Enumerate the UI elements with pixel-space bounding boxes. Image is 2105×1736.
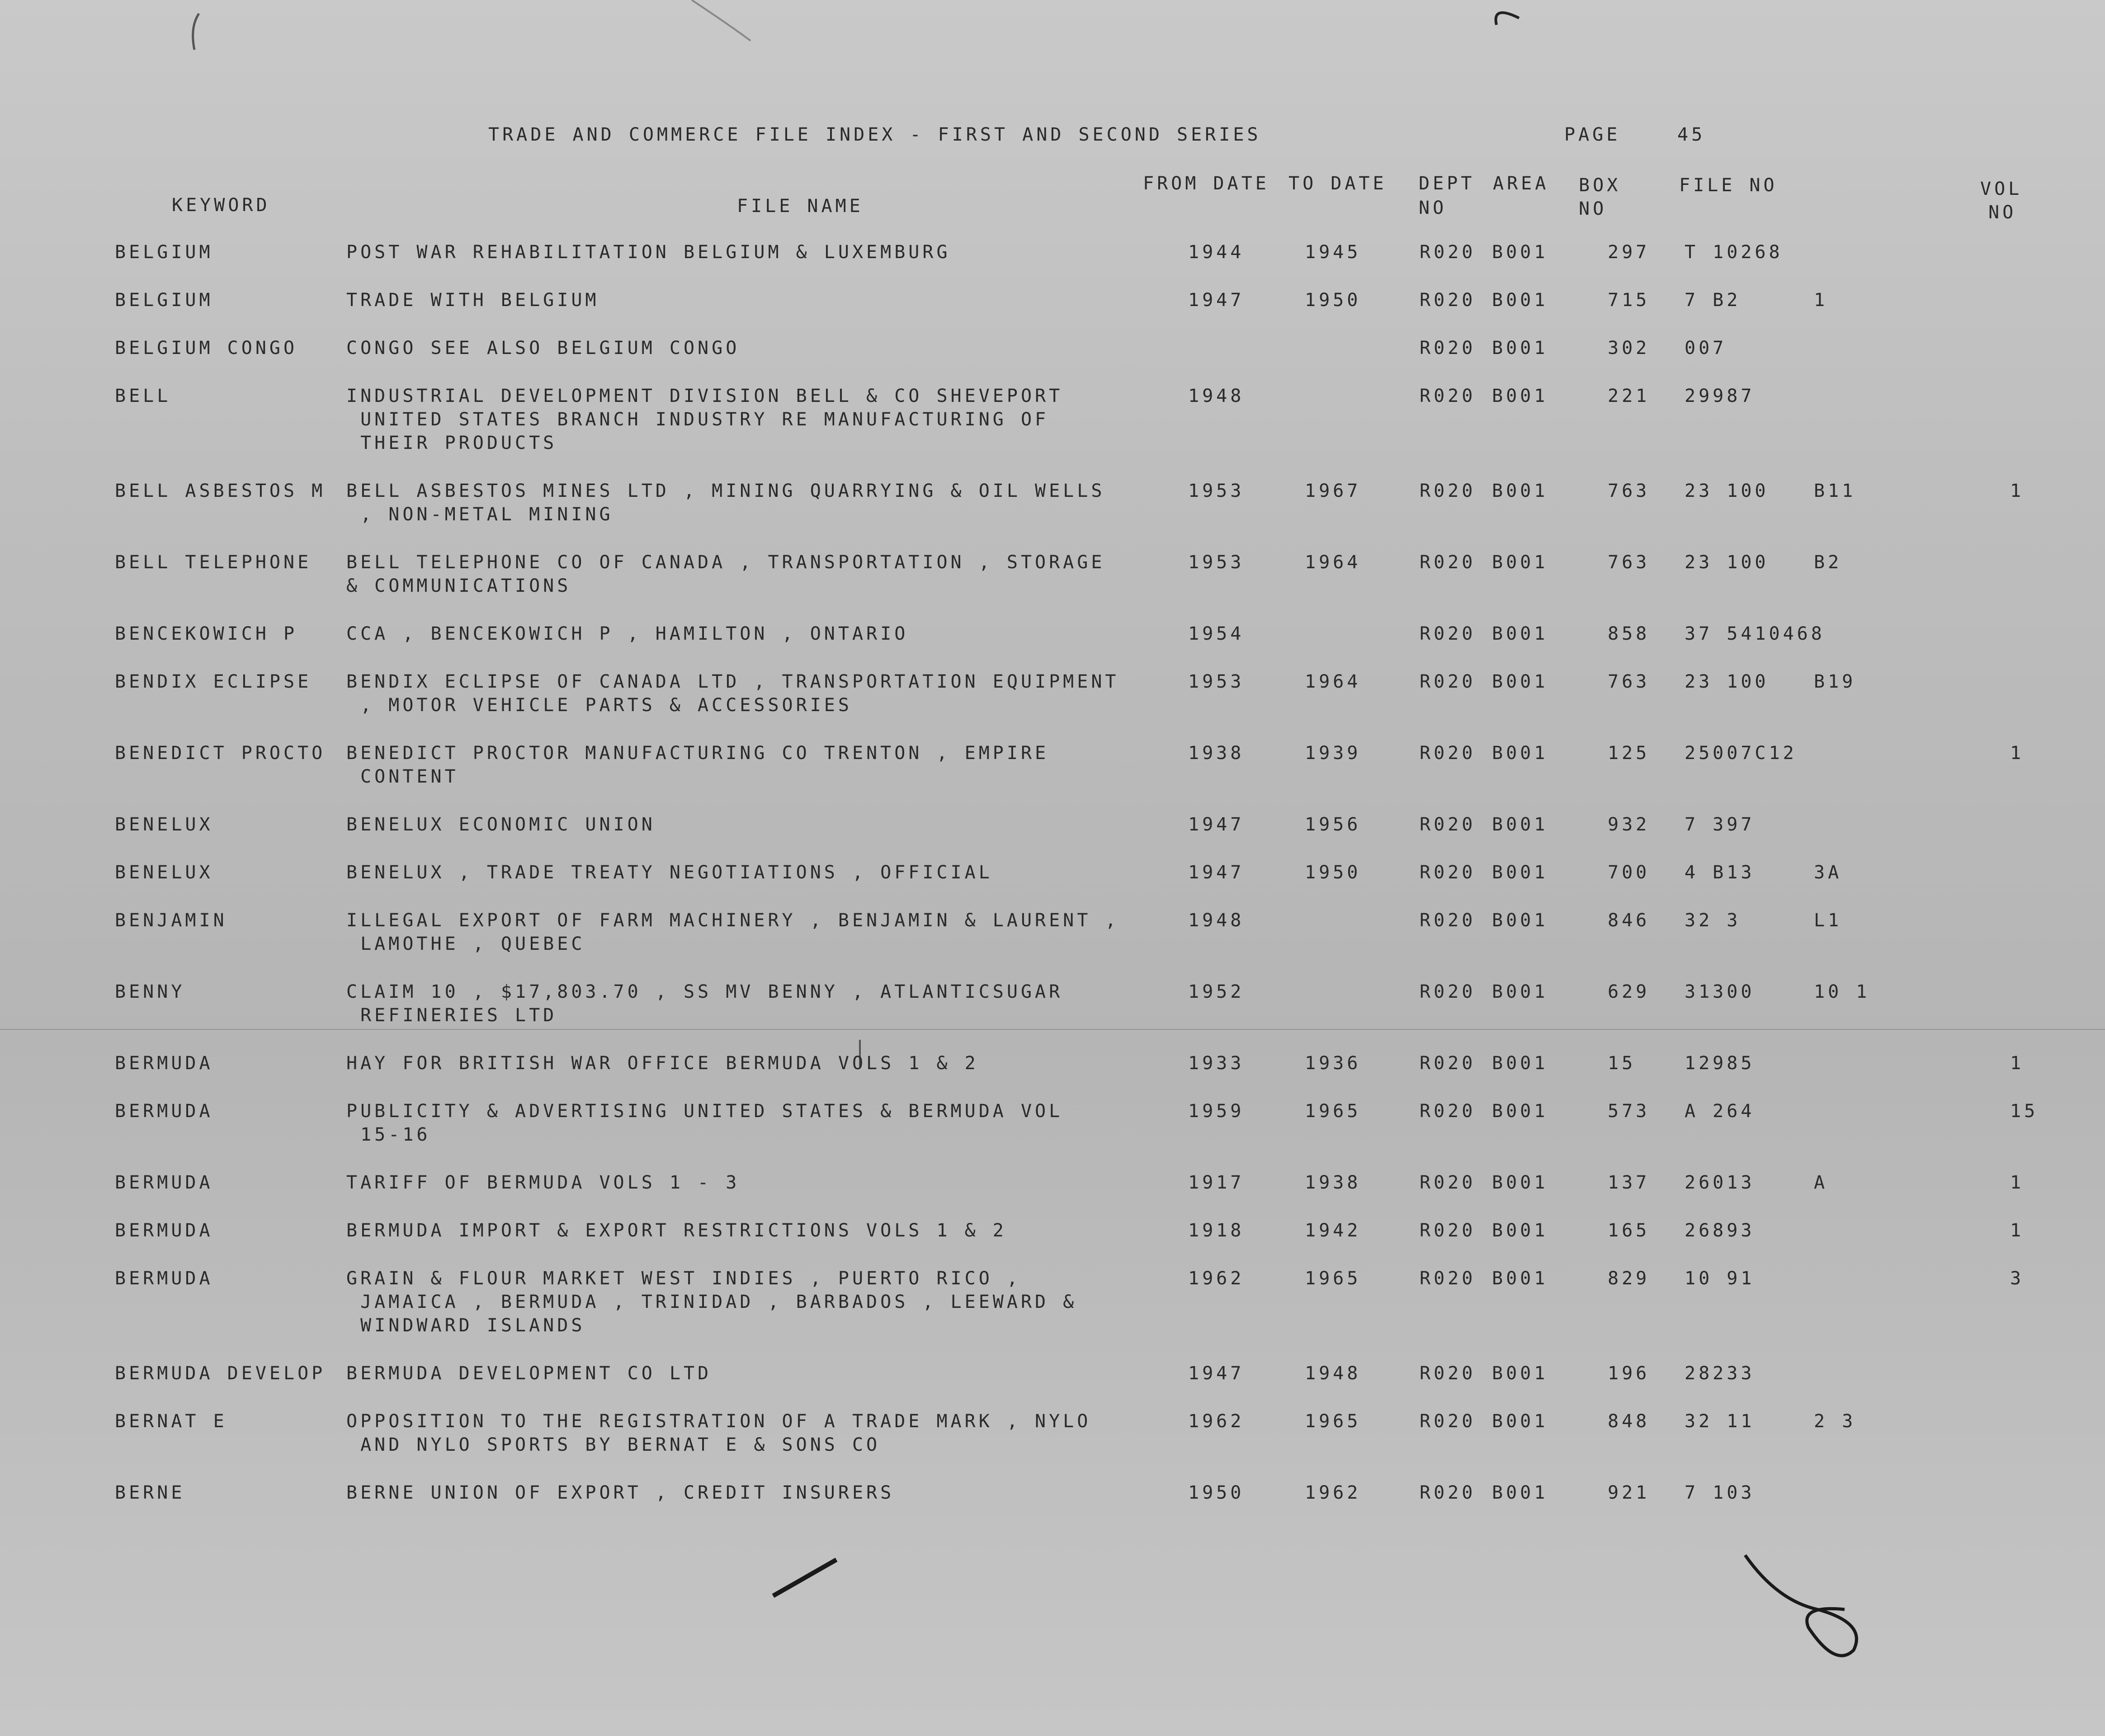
box-no-cell: 846 xyxy=(1608,910,1650,931)
file-name-cell: TARIFF OF BERMUDA VOLS 1 - 3 xyxy=(346,1172,740,1193)
file-no-cell: 26893 xyxy=(1685,1220,1755,1241)
file-name-cell: BERMUDA IMPORT & EXPORT RESTRICTIONS VOLS 1 & 2 xyxy=(346,1220,1007,1241)
box-no-cell: 829 xyxy=(1608,1268,1650,1289)
file-no-cell: 10 91 xyxy=(1685,1268,1755,1289)
column-area: AREA xyxy=(1493,173,1549,194)
keyword-cell: BENDIX ECLIPSE xyxy=(115,671,312,692)
file-no-cell: 7 397 xyxy=(1685,814,1755,835)
to-date-cell: 1964 xyxy=(1305,671,1361,692)
file-name-cell: CLAIM 10 , $17,803.70 , SS MV BENNY , ATLANTICSUGAR REFINERIES LTD xyxy=(346,981,1063,1026)
file-no-cell: 12985 xyxy=(1685,1053,1755,1074)
column-box-no-1: BOX xyxy=(1579,175,1621,196)
box-no-cell: 763 xyxy=(1608,481,1650,501)
file-no-cell: A 264 xyxy=(1685,1101,1755,1122)
file-no-cell: 25007C12 xyxy=(1685,743,1797,764)
from-date-cell: 1947 xyxy=(1188,290,1245,311)
file-no-cell: 32 3 xyxy=(1685,910,1741,931)
file-no-suffix-cell: 10 1 xyxy=(1814,981,1870,1002)
from-date-cell: 1947 xyxy=(1188,814,1245,835)
box-no-cell: 573 xyxy=(1608,1101,1650,1122)
file-no-suffix-cell: 2 3 xyxy=(1814,1411,1856,1432)
file-no-cell: 32 11 xyxy=(1685,1411,1755,1432)
dept-no-cell: R020 xyxy=(1420,671,1476,692)
keyword-cell: BELL ASBESTOS M xyxy=(115,481,326,501)
dept-no-cell: R020 xyxy=(1420,290,1476,311)
to-date-cell: 1950 xyxy=(1305,290,1361,311)
box-no-cell: 137 xyxy=(1608,1172,1650,1193)
keyword-cell: BELL TELEPHONE xyxy=(115,552,312,573)
from-date-cell: 1953 xyxy=(1188,481,1245,501)
area-cell: B001 xyxy=(1492,386,1548,406)
from-date-cell: 1948 xyxy=(1188,386,1245,406)
dept-no-cell: R020 xyxy=(1420,338,1476,359)
to-date-cell: 1950 xyxy=(1305,862,1361,883)
keyword-cell: BERMUDA xyxy=(115,1172,213,1193)
dept-no-cell: R020 xyxy=(1420,1172,1476,1193)
file-name-cell: OPPOSITION TO THE REGISTRATION OF A TRADE MARK , NYLO AND NYLO SPORTS BY BERNAT E & SONS CO xyxy=(346,1411,1091,1455)
dept-no-cell: R020 xyxy=(1420,1101,1476,1122)
from-date-cell: 1962 xyxy=(1188,1268,1245,1289)
file-no-cell: 31300 xyxy=(1685,981,1755,1002)
to-date-cell: 1948 xyxy=(1305,1363,1361,1384)
file-no-cell: 23 100 xyxy=(1685,671,1769,692)
keyword-cell: BENNY xyxy=(115,981,185,1002)
area-cell: B001 xyxy=(1492,862,1548,883)
dept-no-cell: R020 xyxy=(1420,1268,1476,1289)
vol-no-cell: 1 xyxy=(2010,1220,2025,1241)
file-no-cell: 007 xyxy=(1685,338,1727,359)
dept-no-cell: R020 xyxy=(1420,981,1476,1002)
vol-no-cell: 1 xyxy=(2010,743,2025,764)
from-date-cell: 1917 xyxy=(1188,1172,1245,1193)
file-name-cell: BENELUX ECONOMIC UNION xyxy=(346,814,656,835)
file-name-cell: BELL TELEPHONE CO OF CANADA , TRANSPORTATION , STORAGE & COMMUNICATIONS xyxy=(346,552,1105,596)
box-no-cell: 302 xyxy=(1608,338,1650,359)
file-no-suffix-cell: 3A xyxy=(1814,862,1842,883)
file-name-cell: GRAIN & FLOUR MARKET WEST INDIES , PUERTO RICO , JAMAICA , BERMUDA , TRINIDAD , BARBADOS , LEEWARD & WINDWARD ISLANDS xyxy=(346,1268,1077,1336)
to-date-cell: 1965 xyxy=(1305,1101,1361,1122)
vol-no-cell: 1 xyxy=(2010,481,2025,501)
file-name-cell: CCA , BENCEKOWICH P , HAMILTON , ONTARIO xyxy=(346,623,909,644)
area-cell: B001 xyxy=(1492,290,1548,311)
area-cell: B001 xyxy=(1492,814,1548,835)
to-date-cell: 1938 xyxy=(1305,1172,1361,1193)
keyword-cell: BERMUDA xyxy=(115,1053,213,1074)
column-from-date: FROM DATE xyxy=(1143,173,1270,194)
file-name-cell: HAY FOR BRITISH WAR OFFICE BERMUDA VOLS 1 & 2 xyxy=(346,1053,979,1074)
dept-no-cell: R020 xyxy=(1420,552,1476,573)
keyword-cell: BENCEKOWICH P xyxy=(115,623,298,644)
box-no-cell: 932 xyxy=(1608,814,1650,835)
area-cell: B001 xyxy=(1492,1363,1548,1384)
column-to-date: TO DATE xyxy=(1288,173,1387,194)
keyword-cell: BENELUX xyxy=(115,814,213,835)
box-no-cell: 125 xyxy=(1608,743,1650,764)
keyword-cell: BERMUDA DEVELOP xyxy=(115,1363,326,1384)
keyword-cell: BELL xyxy=(115,386,171,406)
from-date-cell: 1953 xyxy=(1188,552,1245,573)
box-no-cell: 629 xyxy=(1608,981,1650,1002)
keyword-cell: BERNAT E xyxy=(115,1411,227,1432)
page-number: 45 xyxy=(1677,124,1706,145)
dept-no-cell: R020 xyxy=(1420,1363,1476,1384)
file-no-cell: 7 B2 xyxy=(1685,290,1741,311)
to-date-cell: 1965 xyxy=(1305,1411,1361,1432)
from-date-cell: 1952 xyxy=(1188,981,1245,1002)
dept-no-cell: R020 xyxy=(1420,743,1476,764)
file-no-cell: 26013 xyxy=(1685,1172,1755,1193)
keyword-cell: BELGIUM xyxy=(115,290,213,311)
box-no-cell: 763 xyxy=(1608,671,1650,692)
to-date-cell: 1956 xyxy=(1305,814,1361,835)
dept-no-cell: R020 xyxy=(1420,862,1476,883)
column-file-name: FILE NAME xyxy=(737,196,864,217)
to-date-cell: 1962 xyxy=(1305,1482,1361,1503)
file-no-cell: 4 B13 xyxy=(1685,862,1755,883)
file-no-suffix-cell: B11 xyxy=(1814,481,1856,501)
box-no-cell: 297 xyxy=(1608,242,1650,263)
column-file-no: FILE NO xyxy=(1679,175,1778,196)
column-vol-no-2: NO xyxy=(1988,202,2017,223)
from-date-cell: 1953 xyxy=(1188,671,1245,692)
file-name-cell: CONGO SEE ALSO BELGIUM CONGO xyxy=(346,338,740,359)
column-vol-no-1: VOL xyxy=(1980,179,2023,199)
keyword-cell: BERMUDA xyxy=(115,1101,213,1122)
file-name-cell: BENEDICT PROCTOR MANUFACTURING CO TRENTON , EMPIRE CONTENT xyxy=(346,743,1049,787)
file-name-cell: BENELUX , TRADE TREATY NEGOTIATIONS , OFFICIAL xyxy=(346,862,993,883)
to-date-cell: 1939 xyxy=(1305,743,1361,764)
file-no-cell: 23 100 xyxy=(1685,481,1769,501)
area-cell: B001 xyxy=(1492,623,1548,644)
area-cell: B001 xyxy=(1492,910,1548,931)
box-no-cell: 763 xyxy=(1608,552,1650,573)
area-cell: B001 xyxy=(1492,552,1548,573)
area-cell: B001 xyxy=(1492,1220,1548,1241)
file-no-suffix-cell: A xyxy=(1814,1172,1828,1193)
keyword-cell: BENJAMIN xyxy=(115,910,227,931)
file-no-cell: 23 100 xyxy=(1685,552,1769,573)
area-cell: B001 xyxy=(1492,1172,1548,1193)
box-no-cell: 921 xyxy=(1608,1482,1650,1503)
to-date-cell: 1936 xyxy=(1305,1053,1361,1074)
file-name-cell: PUBLICITY & ADVERTISING UNITED STATES & BERMUDA VOL 15-16 xyxy=(346,1101,1063,1145)
box-no-cell: 700 xyxy=(1608,862,1650,883)
dept-no-cell: R020 xyxy=(1420,623,1476,644)
dept-no-cell: R020 xyxy=(1420,814,1476,835)
keyword-cell: BENELUX xyxy=(115,862,213,883)
keyword-cell: BERMUDA xyxy=(115,1268,213,1289)
area-cell: B001 xyxy=(1492,743,1548,764)
keyword-cell: BENEDICT PROCTO xyxy=(115,743,326,764)
column-keyword: KEYWORD xyxy=(172,195,270,216)
box-no-cell: 196 xyxy=(1608,1363,1650,1384)
from-date-cell: 1959 xyxy=(1188,1101,1245,1122)
area-cell: B001 xyxy=(1492,1268,1548,1289)
from-date-cell: 1938 xyxy=(1188,743,1245,764)
file-name-cell: ILLEGAL EXPORT OF FARM MACHINERY , BENJAMIN & LAURENT , LAMOTHE , QUEBEC xyxy=(346,910,1119,954)
area-cell: B001 xyxy=(1492,981,1548,1002)
to-date-cell: 1945 xyxy=(1305,242,1361,263)
dept-no-cell: R020 xyxy=(1420,1411,1476,1432)
file-no-suffix-cell: L1 xyxy=(1814,910,1842,931)
vol-no-cell: 15 xyxy=(2010,1101,2039,1122)
from-date-cell: 1947 xyxy=(1188,1363,1245,1384)
area-cell: B001 xyxy=(1492,1411,1548,1432)
dept-no-cell: R020 xyxy=(1420,481,1476,501)
dept-no-cell: R020 xyxy=(1420,1053,1476,1074)
file-no-cell: 29987 xyxy=(1685,386,1755,406)
column-dept-no-1: DEPT xyxy=(1419,173,1475,194)
keyword-cell: BELGIUM CONGO xyxy=(115,338,298,359)
box-no-cell: 715 xyxy=(1608,290,1650,311)
to-date-cell: 1967 xyxy=(1305,481,1361,501)
from-date-cell: 1950 xyxy=(1188,1482,1245,1503)
file-no-suffix-cell: 1 xyxy=(1814,290,1828,311)
from-date-cell: 1947 xyxy=(1188,862,1245,883)
dept-no-cell: R020 xyxy=(1420,386,1476,406)
from-date-cell: 1962 xyxy=(1188,1411,1245,1432)
box-no-cell: 221 xyxy=(1608,386,1650,406)
file-name-cell: TRADE WITH BELGIUM xyxy=(346,290,599,311)
to-date-cell: 1964 xyxy=(1305,552,1361,573)
dept-no-cell: R020 xyxy=(1420,1220,1476,1241)
vol-no-cell: 3 xyxy=(2010,1268,2025,1289)
box-no-cell: 848 xyxy=(1608,1411,1650,1432)
column-dept-no-2: NO xyxy=(1419,198,1447,218)
from-date-cell: 1948 xyxy=(1188,910,1245,931)
vol-no-cell: 1 xyxy=(2010,1172,2025,1193)
area-cell: B001 xyxy=(1492,481,1548,501)
file-no-cell: 7 103 xyxy=(1685,1482,1755,1503)
file-no-cell: 28233 xyxy=(1685,1363,1755,1384)
to-date-cell: 1965 xyxy=(1305,1268,1361,1289)
box-no-cell: 858 xyxy=(1608,623,1650,644)
index-title: TRADE AND COMMERCE FILE INDEX - FIRST AND SECOND SERIES xyxy=(488,124,1261,145)
dept-no-cell: R020 xyxy=(1420,1482,1476,1503)
keyword-cell: BERMUDA xyxy=(115,1220,213,1241)
area-cell: B001 xyxy=(1492,338,1548,359)
area-cell: B001 xyxy=(1492,1101,1548,1122)
file-name-cell: BENDIX ECLIPSE OF CANADA LTD , TRANSPORTATION EQUIPMENT , MOTOR VEHICLE PARTS & ACCESSORIES xyxy=(346,671,1119,716)
dept-no-cell: R020 xyxy=(1420,242,1476,263)
keyword-cell: BERNE xyxy=(115,1482,185,1503)
file-name-cell: BELL ASBESTOS MINES LTD , MINING QUARRYING & OIL WELLS , NON-METAL MINING xyxy=(346,481,1105,525)
file-no-cell: 37 5410468 xyxy=(1685,623,1825,644)
area-cell: B001 xyxy=(1492,242,1548,263)
from-date-cell: 1944 xyxy=(1188,242,1245,263)
dept-no-cell: R020 xyxy=(1420,910,1476,931)
from-date-cell: 1954 xyxy=(1188,623,1245,644)
area-cell: B001 xyxy=(1492,1053,1548,1074)
file-no-suffix-cell: B2 xyxy=(1814,552,1842,573)
from-date-cell: 1918 xyxy=(1188,1220,1245,1241)
area-cell: B001 xyxy=(1492,1482,1548,1503)
file-no-suffix-cell: B19 xyxy=(1814,671,1856,692)
file-name-cell: INDUSTRIAL DEVELOPMENT DIVISION BELL & CO SHEVEPORT UNITED STATES BRANCH INDUSTRY RE MANUFACTURING OF THEIR PRODUCTS xyxy=(346,386,1063,453)
file-no-cell: T 10268 xyxy=(1685,242,1783,263)
keyword-cell: BELGIUM xyxy=(115,242,213,263)
file-name-cell: BERNE UNION OF EXPORT , CREDIT INSURERS xyxy=(346,1482,895,1503)
box-no-cell: 15 xyxy=(1608,1053,1636,1074)
file-name-cell: BERMUDA DEVELOPMENT CO LTD xyxy=(346,1363,712,1384)
area-cell: B001 xyxy=(1492,671,1548,692)
page-label: PAGE xyxy=(1564,124,1621,145)
to-date-cell: 1942 xyxy=(1305,1220,1361,1241)
box-no-cell: 165 xyxy=(1608,1220,1650,1241)
vol-no-cell: 1 xyxy=(2010,1053,2025,1074)
file-name-cell: POST WAR REHABILITATION BELGIUM & LUXEMBURG xyxy=(346,242,951,263)
column-box-no-2: NO xyxy=(1579,198,1607,219)
from-date-cell: 1933 xyxy=(1188,1053,1245,1074)
